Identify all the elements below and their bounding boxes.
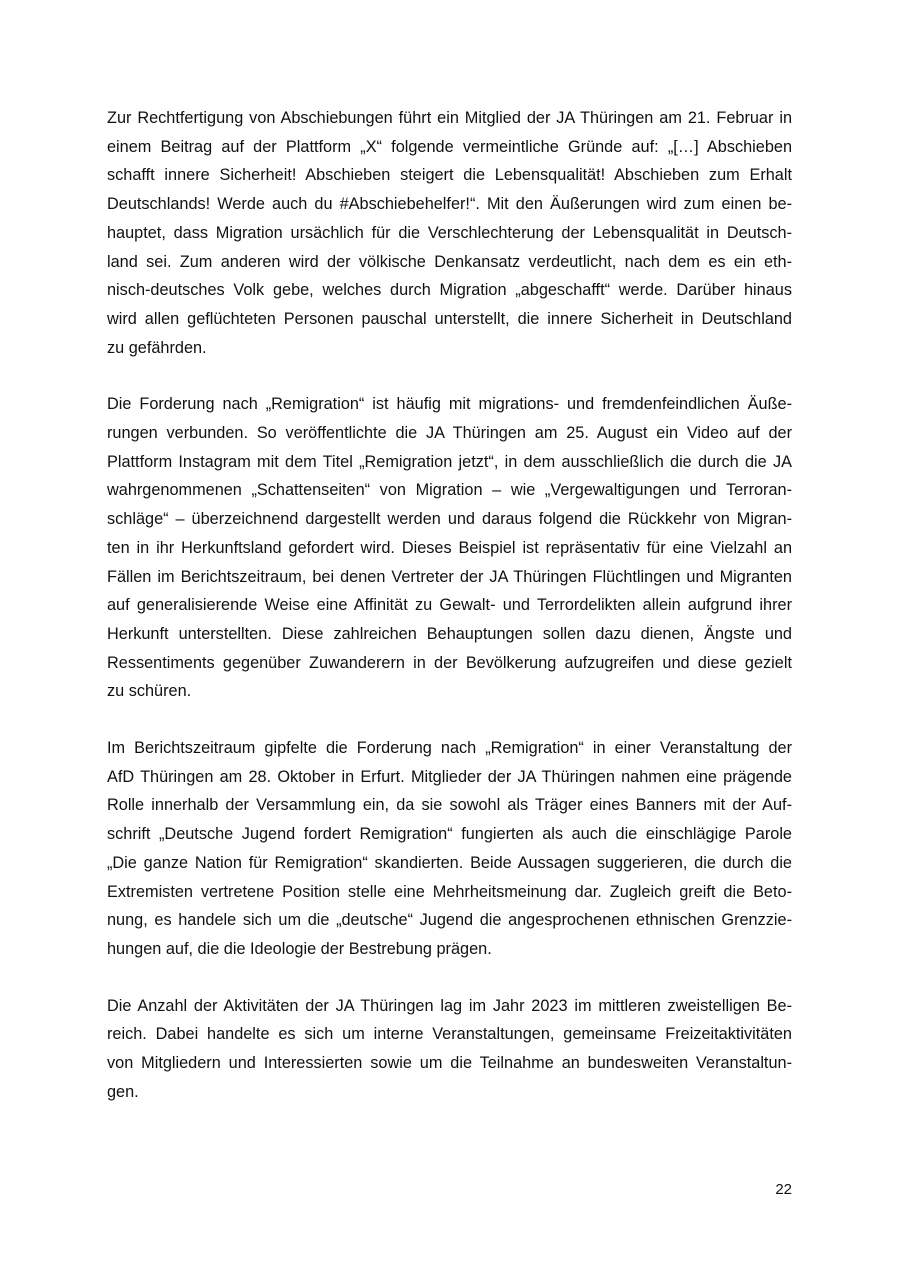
text-line: reich. Dabei handelte es sich um interne Veranstaltungen, gemeinsame Freizeitaktivitäten	[107, 1025, 792, 1044]
text-line: Im Berichtszeitraum gipfelte die Forderung nach „Remigration“ in einer Veranstaltung der	[107, 739, 792, 758]
text-line: Deutschlands! Werde auch du #Abschiebehelfer!“. Mit den Äußerungen wird zum einen be-	[107, 195, 792, 214]
text-line: hungen auf, die die Ideologie der Bestrebung prägen.	[107, 939, 492, 958]
paragraph-aktivitaeten	[107, 992, 792, 1107]
text-line: schrift „Deutsche Jugend fordert Remigration“ fungierten als auch die einschlägige Parole	[107, 825, 792, 844]
text-line: gen.	[107, 1082, 139, 1101]
text-line: Herkunft unterstellten. Diese zahlreichen Behauptungen sollen dazu dienen, Ängste und	[107, 624, 792, 643]
text-line: land sei. Zum anderen wird der völkische Denkansatz verdeutlicht, nach dem es ein eth-	[107, 252, 792, 271]
text-line: nung, es handele sich um die „deutsche“ Jugend die angesprochenen ethnischen Grenzzie-	[107, 911, 792, 930]
text-line: wird allen geflüchteten Personen pauschal unterstellt, die innere Sicherheit in Deutschland	[107, 309, 792, 328]
text-line: Die Anzahl der Aktivitäten der JA Thüringen lag im Jahr 2023 im mittleren zweistelligen Be-	[107, 996, 792, 1015]
text-line: rungen verbunden. So veröffentlichte die JA Thüringen am 25. August ein Video auf der	[107, 424, 792, 443]
text-line: Die Forderung nach „Remigration“ ist häufig mit migrations- und fremdenfeindlichen Äuße-	[107, 395, 792, 414]
text-line: Fällen im Berichtszeitraum, bei denen Vertreter der JA Thüringen Flüchtlingen und Migranten	[107, 567, 792, 586]
document-body	[107, 104, 792, 1135]
text-line: schläge“ – überzeichnend dargestellt werden und daraus folgend die Rückkehr von Migran-	[107, 510, 792, 529]
text-line: Ressentiments gegenüber Zuwanderern in der Bevölkerung aufzugreifen und diese gezielt	[107, 653, 792, 672]
text-line: einem Beitrag auf der Plattform „X“ folgende vermeintliche Gründe auf: „[…] Abschieben	[107, 137, 792, 156]
paragraph-veranstaltung-erfurt	[107, 734, 792, 964]
text-line: schafft innere Sicherheit! Abschieben steigert die Lebensqualität! Abschieben zum Erhalt	[107, 166, 792, 185]
text-line: wahrgenommenen „Schattenseiten“ von Migration – wie „Vergewaltigungen und Terroran-	[107, 481, 792, 500]
text-line: auf generalisierende Weise eine Affinität zu Gewalt- und Terrordelikten allein aufgrund ihrer	[107, 596, 792, 615]
text-line: Extremisten vertretene Position stelle eine Mehrheitsmeinung dar. Zugleich greift die Beto-	[107, 882, 792, 901]
page-number: 22	[775, 1181, 792, 1198]
paragraph-abschiebungen	[107, 104, 792, 362]
text-line: Rolle innerhalb der Versammlung ein, da sie sowohl als Träger eines Banners mit der Auf-	[107, 796, 792, 815]
paragraph-remigration-forderung	[107, 390, 792, 706]
text-line: von Mitgliedern und Interessierten sowie um die Teilnahme an bundesweiten Veranstaltun-	[107, 1054, 792, 1073]
text-line: „Die ganze Nation für Remigration“ skandierten. Beide Aussagen suggerieren, die durch die	[107, 853, 792, 872]
text-line: AfD Thüringen am 28. Oktober in Erfurt. Mitglieder der JA Thüringen nahmen eine prägende	[107, 767, 792, 786]
text-line: zu schüren.	[107, 682, 192, 701]
text-line: Plattform Instagram mit dem Titel „Remigration jetzt“, in dem ausschließlich die durch die JA	[107, 452, 792, 471]
text-line: hauptet, dass Migration ursächlich für die Verschlechterung der Lebensqualität in Deutsch-	[107, 223, 792, 242]
text-line: ten in ihr Herkunftsland gefordert wird. Dieses Beispiel ist repräsentativ für eine Vielzahl an	[107, 538, 792, 557]
text-line: Zur Rechtfertigung von Abschiebungen führt ein Mitglied der JA Thüringen am 21. Februar in	[107, 109, 792, 127]
text-line: zu gefährden.	[107, 338, 207, 357]
text-line: nisch-deutsches Volk gebe, welches durch Migration „abgeschafft“ werde. Darüber hinaus	[107, 281, 792, 300]
